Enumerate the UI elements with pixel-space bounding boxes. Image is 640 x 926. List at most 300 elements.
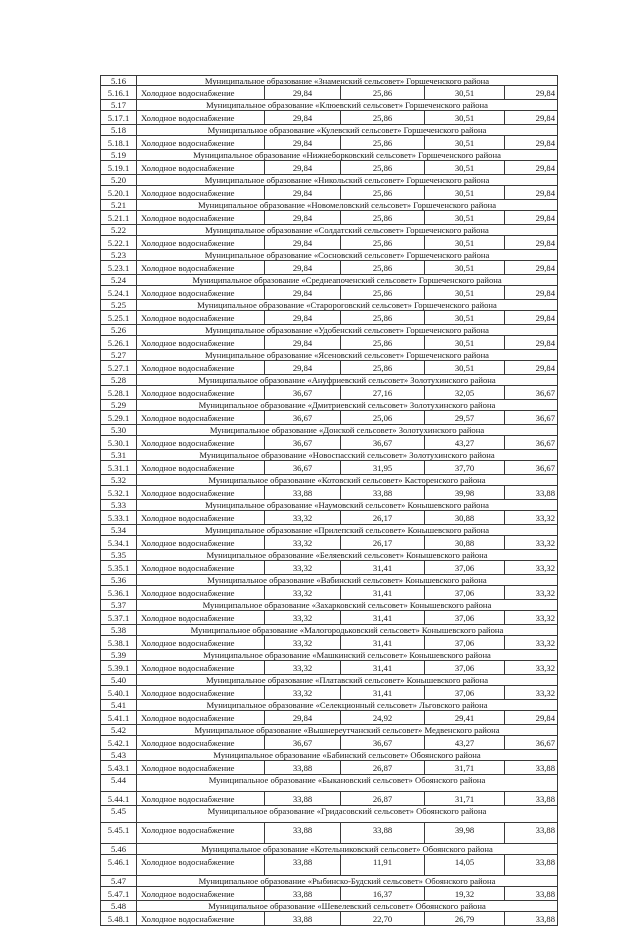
tariff-value-2: 31,41	[341, 586, 425, 599]
tariff-row	[100, 711, 558, 725]
tariff-value-1: 29,84	[265, 161, 341, 174]
row-number: 5.19	[100, 150, 137, 160]
tariff-value-3: 37,06	[425, 686, 505, 699]
tariff-row	[100, 436, 558, 450]
row-number: 5.43	[100, 750, 137, 760]
section-header-row	[100, 806, 558, 823]
tariff-value-1: 29,84	[265, 236, 341, 249]
row-number: 5.17.1	[100, 111, 137, 124]
tariff-row	[100, 823, 558, 844]
section-header-row	[100, 275, 558, 286]
tariff-value-4: 33,32	[505, 686, 558, 699]
municipality-title: Муниципальное образование «Малогородьковский сельсовет» Конышевского района	[137, 625, 558, 635]
section-header-row	[100, 844, 558, 855]
row-number: 5.32.1	[100, 486, 137, 499]
tariff-value-1: 29,84	[265, 186, 341, 199]
service-name: Холодное водоснабжение	[137, 912, 265, 925]
row-number: 5.16	[100, 76, 137, 85]
row-number: 5.38.1	[100, 636, 137, 649]
tariff-value-1: 36,67	[265, 436, 341, 449]
row-number: 5.31.1	[100, 461, 137, 474]
tariff-value-2: 26,17	[341, 536, 425, 549]
municipality-title: Муниципальное образование «Котовский сельсовет» Касторенского района	[137, 475, 558, 485]
row-number: 5.34	[100, 525, 137, 535]
tariff-value-2: 31,41	[341, 611, 425, 624]
tariff-row	[100, 887, 558, 901]
row-number: 5.38	[100, 625, 137, 635]
municipality-title: Муниципальное образование «Машкинский сельсовет» Конышевского района	[137, 650, 558, 660]
tariff-row	[100, 561, 558, 575]
section-header-row	[100, 150, 558, 161]
tariff-value-2: 31,41	[341, 636, 425, 649]
service-name: Холодное водоснабжение	[137, 311, 265, 324]
section-header-row	[100, 325, 558, 336]
service-name: Холодное водоснабжение	[137, 461, 265, 474]
tariff-value-4: 33,88	[505, 761, 558, 774]
row-number: 5.25.1	[100, 311, 137, 324]
tariff-value-1: 33,32	[265, 561, 341, 574]
tariff-value-3: 39,98	[425, 486, 505, 499]
tariff-value-2: 33,88	[341, 823, 425, 843]
tariff-value-4: 29,84	[505, 86, 558, 99]
section-header-row	[100, 625, 558, 636]
tariff-value-1: 33,88	[265, 887, 341, 900]
row-number: 5.21.1	[100, 211, 137, 224]
tariff-value-4: 36,67	[505, 461, 558, 474]
tariff-value-2: 25,86	[341, 236, 425, 249]
tariff-value-3: 30,51	[425, 311, 505, 324]
tariff-value-1: 33,32	[265, 586, 341, 599]
tariff-value-3: 37,06	[425, 561, 505, 574]
service-name: Холодное водоснабжение	[137, 161, 265, 174]
service-name: Холодное водоснабжение	[137, 887, 265, 900]
row-number: 5.18	[100, 125, 137, 135]
tariff-value-2: 22,70	[341, 912, 425, 925]
row-number: 5.47	[100, 876, 137, 886]
row-number: 5.36	[100, 575, 137, 585]
tariff-value-2: 36,67	[341, 436, 425, 449]
tariff-row	[100, 511, 558, 525]
row-number: 5.42.1	[100, 736, 137, 749]
row-number: 5.41	[100, 700, 137, 710]
tariff-value-2: 25,86	[341, 136, 425, 149]
section-header-row	[100, 901, 558, 912]
row-number: 5.24	[100, 275, 137, 285]
tariff-value-4: 33,32	[505, 536, 558, 549]
municipality-title: Муниципальное образование «Быкановский сельсовет» Обоянского района	[137, 775, 558, 791]
section-header-row	[100, 650, 558, 661]
row-number: 5.20.1	[100, 186, 137, 199]
section-header-row	[100, 876, 558, 887]
row-number: 5.19.1	[100, 161, 137, 174]
tariff-value-3: 30,51	[425, 136, 505, 149]
municipality-title: Муниципальное образование «Солдатский сельсовет» Горшеченского района	[137, 225, 558, 235]
tariff-value-3: 31,71	[425, 792, 505, 805]
row-number: 5.33.1	[100, 511, 137, 524]
tariff-value-3: 37,06	[425, 611, 505, 624]
tariff-value-4: 29,84	[505, 311, 558, 324]
tariff-value-3: 30,51	[425, 186, 505, 199]
section-header-row	[100, 250, 558, 261]
row-number: 5.22	[100, 225, 137, 235]
service-name: Холодное водоснабжение	[137, 823, 265, 843]
tariff-value-2: 31,41	[341, 561, 425, 574]
service-name: Холодное водоснабжение	[137, 436, 265, 449]
municipality-title: Муниципальное образование «Знаменский сельсовет» Горшеченского района	[137, 76, 558, 85]
section-header-row	[100, 450, 558, 461]
row-number: 5.40.1	[100, 686, 137, 699]
section-header-row	[100, 550, 558, 561]
tariff-value-3: 30,51	[425, 161, 505, 174]
tariff-value-3: 31,71	[425, 761, 505, 774]
section-header-row	[100, 200, 558, 211]
tariff-row	[100, 311, 558, 325]
tariff-value-1: 29,84	[265, 211, 341, 224]
service-name: Холодное водоснабжение	[137, 761, 265, 774]
row-number: 5.45	[100, 806, 137, 822]
row-number: 5.34.1	[100, 536, 137, 549]
row-number: 5.32	[100, 475, 137, 485]
municipality-title: Муниципальное образование «Гридасовский сельсовет» Обоянского района	[137, 806, 558, 822]
tariff-row	[100, 186, 558, 200]
municipality-title: Муниципальное образование «Захарковский сельсовет» Конышевского района	[137, 600, 558, 610]
section-header-row	[100, 525, 558, 536]
tariff-value-1: 29,84	[265, 711, 341, 724]
municipality-title: Муниципальное образование «Бабинский сельсовет» Обоянского района	[137, 750, 558, 760]
row-number: 5.35.1	[100, 561, 137, 574]
tariff-value-2: 25,86	[341, 111, 425, 124]
tariff-value-4: 36,67	[505, 411, 558, 424]
row-number: 5.16.1	[100, 86, 137, 99]
service-name: Холодное водоснабжение	[137, 136, 265, 149]
tariff-value-2: 16,37	[341, 887, 425, 900]
row-number: 5.44.1	[100, 792, 137, 805]
tariff-value-2: 26,87	[341, 761, 425, 774]
row-number: 5.36.1	[100, 586, 137, 599]
row-number: 5.33	[100, 500, 137, 510]
municipality-title: Муниципальное образование «Нижнеборковский сельсовет» Горшеченского района	[137, 150, 558, 160]
municipality-title: Муниципальное образование «Прилепский сельсовет» Конышевского района	[137, 525, 558, 535]
tariff-value-1: 33,88	[265, 761, 341, 774]
service-name: Холодное водоснабжение	[137, 736, 265, 749]
tariff-value-2: 25,86	[341, 86, 425, 99]
service-name: Холодное водоснабжение	[137, 486, 265, 499]
section-header-row	[100, 425, 558, 436]
tariff-row	[100, 912, 558, 926]
tariff-value-2: 26,17	[341, 511, 425, 524]
tariff-row	[100, 486, 558, 500]
tariff-value-1: 29,84	[265, 361, 341, 374]
service-name: Холодное водоснабжение	[137, 111, 265, 124]
tariff-value-3: 30,51	[425, 261, 505, 274]
tariff-value-4: 29,84	[505, 361, 558, 374]
municipality-title: Муниципальное образование «Донской сельсовет» Золотухинского района	[137, 425, 558, 435]
tariff-value-1: 33,88	[265, 855, 341, 875]
section-header-row	[100, 300, 558, 311]
row-number: 5.46	[100, 844, 137, 854]
tariff-value-4: 29,84	[505, 161, 558, 174]
tariff-row	[100, 286, 558, 300]
section-header-row	[100, 400, 558, 411]
tariff-value-4: 29,84	[505, 336, 558, 349]
row-number: 5.21	[100, 200, 137, 210]
tariff-value-4: 33,32	[505, 511, 558, 524]
tariff-value-2: 26,87	[341, 792, 425, 805]
tariff-value-2: 25,86	[341, 161, 425, 174]
tariff-value-3: 19,32	[425, 887, 505, 900]
tariff-value-1: 29,84	[265, 111, 341, 124]
tariff-value-1: 33,32	[265, 611, 341, 624]
row-number: 5.46.1	[100, 855, 137, 875]
tariff-value-1: 36,67	[265, 461, 341, 474]
row-number: 5.27	[100, 350, 137, 360]
service-name: Холодное водоснабжение	[137, 286, 265, 299]
section-header-row	[100, 100, 558, 111]
tariff-value-3: 37,70	[425, 461, 505, 474]
service-name: Холодное водоснабжение	[137, 586, 265, 599]
tariff-value-1: 33,32	[265, 536, 341, 549]
row-number: 5.40	[100, 675, 137, 685]
tariff-value-4: 33,32	[505, 611, 558, 624]
tariff-value-1: 29,84	[265, 336, 341, 349]
tariff-value-4: 29,84	[505, 261, 558, 274]
municipality-title: Муниципальное образование «Рыбинско-Будский сельсовет» Обоянского района	[137, 876, 558, 886]
tariff-row	[100, 611, 558, 625]
tariff-value-1: 29,84	[265, 86, 341, 99]
tariff-value-3: 43,27	[425, 736, 505, 749]
service-name: Холодное водоснабжение	[137, 855, 265, 875]
tariff-value-2: 25,86	[341, 261, 425, 274]
municipality-title: Муниципальное образование «Ануфриевский сельсовет» Золотухинского района	[137, 375, 558, 385]
service-name: Холодное водоснабжение	[137, 211, 265, 224]
tariff-value-2: 25,86	[341, 211, 425, 224]
tariff-value-4: 29,84	[505, 136, 558, 149]
row-number: 5.44	[100, 775, 137, 791]
tariff-value-4: 33,88	[505, 823, 558, 843]
section-header-row	[100, 75, 558, 86]
tariff-value-4: 29,84	[505, 236, 558, 249]
row-number: 5.23.1	[100, 261, 137, 274]
tariff-value-4: 33,88	[505, 792, 558, 805]
service-name: Холодное водоснабжение	[137, 411, 265, 424]
tariff-row	[100, 461, 558, 475]
tariff-row	[100, 136, 558, 150]
tariff-row	[100, 636, 558, 650]
row-number: 5.24.1	[100, 286, 137, 299]
row-number: 5.30	[100, 425, 137, 435]
municipality-title: Муниципальное образование «Новоспасский сельсовет» Золотухинского района	[137, 450, 558, 460]
service-name: Холодное водоснабжение	[137, 386, 265, 399]
tariff-value-3: 30,51	[425, 86, 505, 99]
tariff-value-4: 29,84	[505, 111, 558, 124]
tariff-value-1: 33,88	[265, 792, 341, 805]
tariff-value-2: 31,95	[341, 461, 425, 474]
row-number: 5.28	[100, 375, 137, 385]
section-header-row	[100, 750, 558, 761]
municipality-title: Муниципальное образование «Беляевский сельсовет» Конышевского района	[137, 550, 558, 560]
tariff-value-3: 43,27	[425, 436, 505, 449]
row-number: 5.30.1	[100, 436, 137, 449]
tariff-value-1: 29,84	[265, 136, 341, 149]
row-number: 5.23	[100, 250, 137, 260]
tariff-value-3: 29,41	[425, 711, 505, 724]
row-number: 5.37.1	[100, 611, 137, 624]
tariff-value-3: 37,06	[425, 586, 505, 599]
section-header-row	[100, 725, 558, 736]
row-number: 5.29.1	[100, 411, 137, 424]
tariff-value-1: 33,32	[265, 686, 341, 699]
section-header-row	[100, 350, 558, 361]
row-number: 5.27.1	[100, 361, 137, 374]
tariff-value-4: 33,88	[505, 887, 558, 900]
tariff-value-2: 25,86	[341, 286, 425, 299]
tariff-value-3: 29,57	[425, 411, 505, 424]
service-name: Холодное водоснабжение	[137, 261, 265, 274]
row-number: 5.41.1	[100, 711, 137, 724]
municipality-title: Муниципальное образование «Дмитриевский сельсовет» Золотухинского района	[137, 400, 558, 410]
service-name: Холодное водоснабжение	[137, 236, 265, 249]
tariff-row	[100, 86, 558, 100]
service-name: Холодное водоснабжение	[137, 561, 265, 574]
row-number: 5.48.1	[100, 912, 137, 925]
row-number: 5.17	[100, 100, 137, 110]
row-number: 5.42	[100, 725, 137, 735]
tariff-value-2: 11,91	[341, 855, 425, 875]
tariff-value-3: 14,05	[425, 855, 505, 875]
tariff-value-2: 25,86	[341, 361, 425, 374]
tariff-row	[100, 761, 558, 775]
section-header-row	[100, 175, 558, 186]
row-number: 5.20	[100, 175, 137, 185]
section-header-row	[100, 600, 558, 611]
service-name: Холодное водоснабжение	[137, 336, 265, 349]
tariff-value-3: 30,51	[425, 236, 505, 249]
row-number: 5.29	[100, 400, 137, 410]
tariff-value-3: 30,88	[425, 536, 505, 549]
tariff-value-2: 31,41	[341, 686, 425, 699]
tariff-value-4: 33,88	[505, 912, 558, 925]
tariff-row	[100, 236, 558, 250]
row-number: 5.39.1	[100, 661, 137, 674]
row-number: 5.47.1	[100, 887, 137, 900]
section-header-row	[100, 125, 558, 136]
tariff-value-3: 37,06	[425, 636, 505, 649]
tariff-value-1: 33,88	[265, 912, 341, 925]
service-name: Холодное водоснабжение	[137, 186, 265, 199]
tariff-row	[100, 686, 558, 700]
tariff-value-4: 33,88	[505, 855, 558, 875]
section-header-row	[100, 475, 558, 486]
section-header-row	[100, 375, 558, 386]
section-header-row	[100, 700, 558, 711]
tariff-row	[100, 386, 558, 400]
tariff-row	[100, 211, 558, 225]
section-header-row	[100, 575, 558, 586]
section-header-row	[100, 775, 558, 792]
tariff-value-3: 30,51	[425, 211, 505, 224]
tariff-row	[100, 661, 558, 675]
municipality-title: Муниципальное образование «Селекционный сельсовет» Льговского района	[137, 700, 558, 710]
tariff-row	[100, 536, 558, 550]
municipality-title: Муниципальное образование «Сосновский сельсовет» Горшеченского района	[137, 250, 558, 260]
tariff-value-2: 33,88	[341, 486, 425, 499]
tariff-value-1: 33,32	[265, 661, 341, 674]
row-number: 5.35	[100, 550, 137, 560]
municipality-title: Муниципальное образование «Ясеновский сельсовет» Горшеченского района	[137, 350, 558, 360]
municipality-title: Муниципальное образование «Вышнереутчанский сельсовет» Медвенского района	[137, 725, 558, 735]
service-name: Холодное водоснабжение	[137, 661, 265, 674]
section-header-row	[100, 225, 558, 236]
tariff-row	[100, 855, 558, 876]
tariff-table	[100, 75, 558, 926]
service-name: Холодное водоснабжение	[137, 536, 265, 549]
row-number: 5.28.1	[100, 386, 137, 399]
municipality-title: Муниципальное образование «Удобенский сельсовет» Горшеченского района	[137, 325, 558, 335]
tariff-row	[100, 161, 558, 175]
tariff-value-4: 36,67	[505, 386, 558, 399]
tariff-value-2: 25,06	[341, 411, 425, 424]
municipality-title: Муниципальное образование «Наумовский сельсовет» Конышевского района	[137, 500, 558, 510]
tariff-value-1: 29,84	[265, 286, 341, 299]
tariff-row	[100, 586, 558, 600]
tariff-value-1: 36,67	[265, 411, 341, 424]
municipality-title: Муниципальное образование «Вабинский сельсовет» Конышевского района	[137, 575, 558, 585]
tariff-value-1: 29,84	[265, 261, 341, 274]
municipality-title: Муниципальное образование «Платавский сельсовет» Конышевского района	[137, 675, 558, 685]
tariff-value-3: 37,06	[425, 661, 505, 674]
municipality-title: Муниципальное образование «Кулевский сельсовет» Горшеченского района	[137, 125, 558, 135]
tariff-value-3: 30,51	[425, 361, 505, 374]
tariff-row	[100, 411, 558, 425]
tariff-value-4: 29,84	[505, 286, 558, 299]
tariff-row	[100, 336, 558, 350]
tariff-value-1: 33,32	[265, 636, 341, 649]
tariff-value-4: 33,32	[505, 561, 558, 574]
tariff-value-1: 33,88	[265, 823, 341, 843]
service-name: Холодное водоснабжение	[137, 361, 265, 374]
tariff-value-4: 29,84	[505, 186, 558, 199]
tariff-row	[100, 792, 558, 806]
tariff-value-4: 36,67	[505, 736, 558, 749]
tariff-value-4: 29,84	[505, 211, 558, 224]
tariff-value-4: 29,84	[505, 711, 558, 724]
tariff-value-2: 24,92	[341, 711, 425, 724]
tariff-value-4: 36,67	[505, 436, 558, 449]
tariff-value-1: 36,67	[265, 736, 341, 749]
tariff-value-2: 25,86	[341, 336, 425, 349]
tariff-value-4: 33,88	[505, 486, 558, 499]
row-number: 5.45.1	[100, 823, 137, 843]
tariff-row	[100, 261, 558, 275]
section-header-row	[100, 500, 558, 511]
tariff-value-3: 30,51	[425, 111, 505, 124]
municipality-title: Муниципальное образование «Никольский сельсовет» Горшеченского района	[137, 175, 558, 185]
tariff-value-4: 33,32	[505, 661, 558, 674]
section-header-row	[100, 675, 558, 686]
service-name: Холодное водоснабжение	[137, 86, 265, 99]
tariff-value-1: 29,84	[265, 311, 341, 324]
tariff-row	[100, 736, 558, 750]
tariff-row	[100, 361, 558, 375]
service-name: Холодное водоснабжение	[137, 636, 265, 649]
row-number: 5.18.1	[100, 136, 137, 149]
tariff-value-3: 26,79	[425, 912, 505, 925]
tariff-value-3: 39,98	[425, 823, 505, 843]
row-number: 5.48	[100, 901, 137, 911]
tariff-value-4: 33,32	[505, 636, 558, 649]
row-number: 5.43.1	[100, 761, 137, 774]
municipality-title: Муниципальное образование «Шевелевский сельсовет» Обоянского района	[137, 901, 558, 911]
